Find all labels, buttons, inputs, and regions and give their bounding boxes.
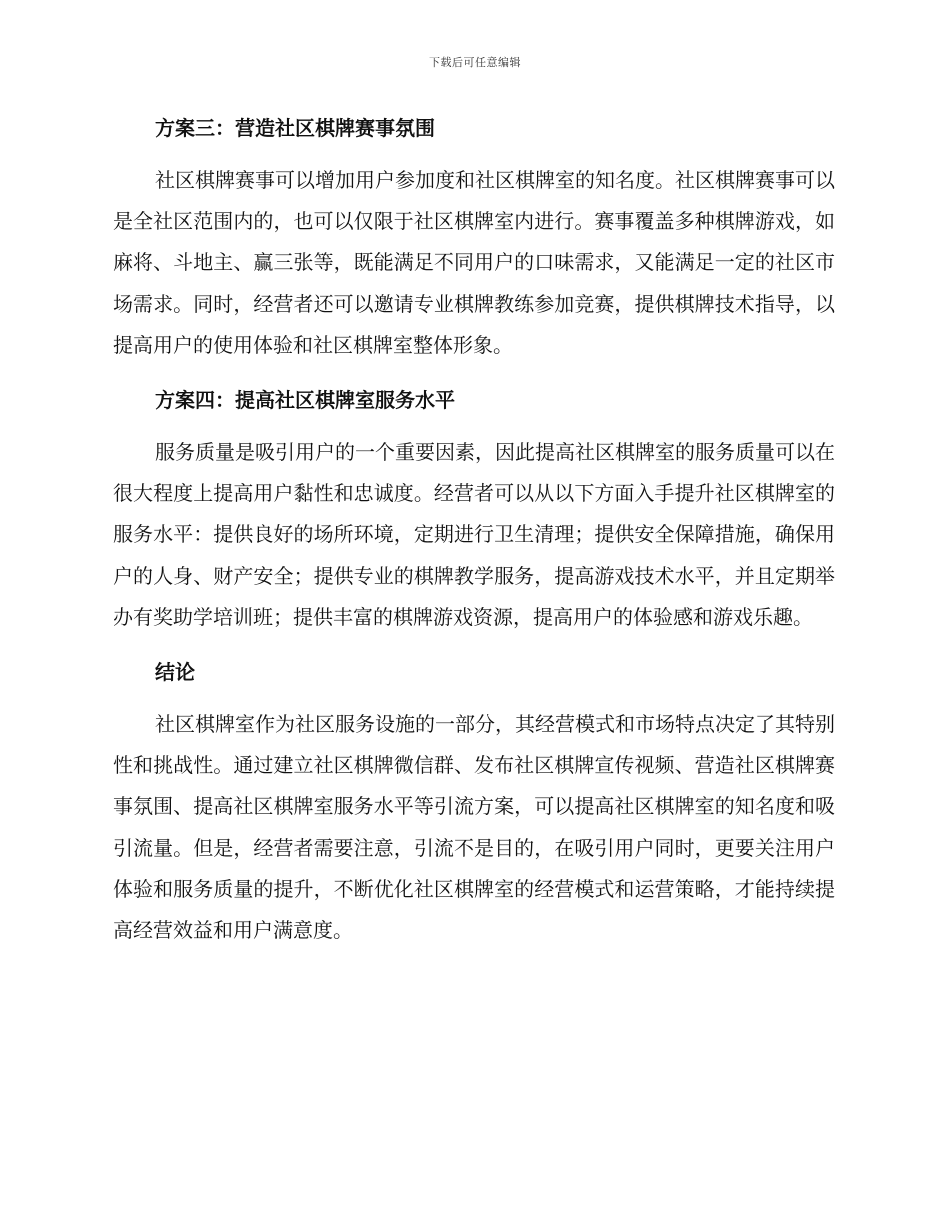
document-body: [113, 108, 835, 965]
section-heading: 结论: [155, 660, 195, 685]
section-heading: 方案三：营造社区棋牌赛事氛围: [155, 116, 435, 140]
page-header-note: 下载后可任意编辑: [429, 56, 521, 69]
section-paragraph: 社区棋牌赛事可以增加用户参加度和社区棋牌室的知名度。社区棋牌赛事可以是全社区范围内的，也可以仅限于社区棋牌室内进行。赛事覆盖多种棋牌游戏，如麻将、斗地主、赢三张等，既能满足不同用户的口味需求，又能满足一定的社区市场需求。同时，经营者还可以邀请专业棋牌教练参加竞赛，提供棋牌技术指导，以提高用户的使用体验和社区棋牌室整体形象。: [113, 168, 835, 357]
section-heading: 方案四：提高社区棋牌室服务水平: [155, 388, 455, 413]
section-conclusion: [113, 652, 835, 951]
section-paragraph: 服务质量是吸引用户的一个重要因素，因此提高社区棋牌室的服务质量可以在很大程度上提高用户黏性和忠诚度。经营者可以从以下方面入手提升社区棋牌室的服务水平：提供良好的场所环境，定期进行卫生清理；提供安全保障措施，确保用户的人身、财产安全；提供专业的棋牌教学服务，提高游戏技术水平，并且定期举办有奖助学培训班；提供丰富的棋牌游戏资源，提高用户的体验感和游戏乐趣。: [113, 440, 835, 629]
section-plan-three: [113, 108, 835, 366]
section-plan-four: [113, 380, 835, 638]
section-paragraph: 社区棋牌室作为社区服务设施的一部分，其经营模式和市场特点决定了其特别性和挑战性。通过建立社区棋牌微信群、发布社区棋牌宣传视频、营造社区棋牌赛事氛围、提高社区棋牌室服务水平等引流方案，可以提高社区棋牌室的知名度和吸引流量。但是，经营者需要注意，引流不是目的，在吸引用户同时，更要关注用户体验和服务质量的提升，不断优化社区棋牌室的经营模式和运营策略，才能持续提高经营效益和用户满意度。: [113, 712, 835, 943]
